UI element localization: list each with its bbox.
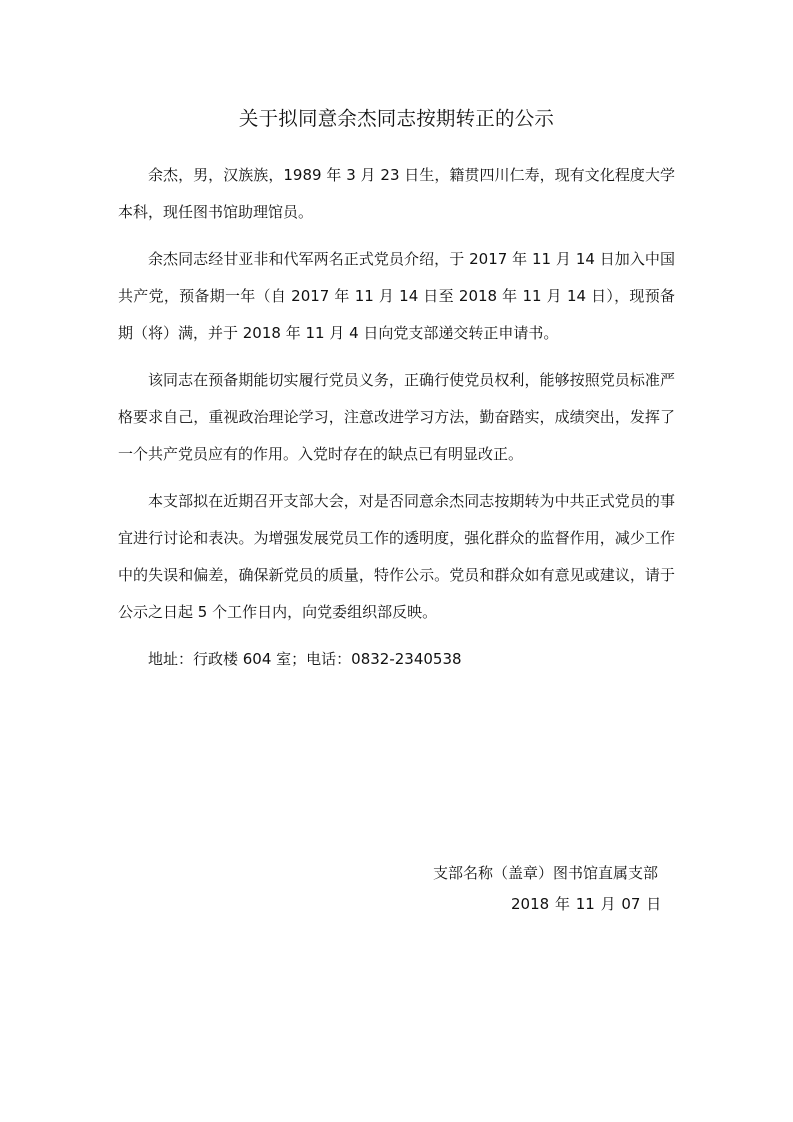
document-body	[118, 157, 675, 688]
signature-date: 2018 年 11 月 07 日	[511, 895, 662, 913]
paragraph-admission-details: 余杰同志经甘亚非和代军两名正式党员介绍，于 2017 年 11 月 14 日加入中国共产党，预备期一年（自 2017 年 11 月 14 日至 2018 年 11 月 14 日），现预备期（将）满，并于 2018 年 11 月 4 日向党支部递交转正申请书。	[118, 250, 675, 342]
paragraph-announcement: 本支部拟在近期召开支部大会，对是否同意余杰同志按期转为中共正式党员的事宜进行讨论和表决。为增强发展党员工作的透明度，强化群众的监督作用，减少工作中的失误和偏差，确保新党员的质量，特作公示。党员和群众如有意见或建议，请于公示之日起 5 个工作日内，向党委组织部反映。	[118, 492, 675, 621]
document-title: 关于拟同意余杰同志按期转正的公示	[238, 107, 555, 130]
signature-branch-name: 支部名称（盖章）图书馆直属支部	[433, 864, 659, 882]
contact-info: 地址：行政楼 604 室；电话：0832-2340538	[148, 650, 462, 668]
paragraph-personal-info: 余杰，男，汉族族，1989 年 3 月 23 日生，籍贯四川仁寿，现有文化程度大学本科，现任图书馆助理馆员。	[118, 166, 675, 221]
paragraph-performance: 该同志在预备期能切实履行党员义务，正确行使党员权利，能够按照党员标准严格要求自己，重视政治理论学习，注意改进学习方法，勤奋踏实，成绩突出，发挥了一个共产党员应有的作用。入党时存在的缺点已有明显改正。	[118, 371, 675, 463]
